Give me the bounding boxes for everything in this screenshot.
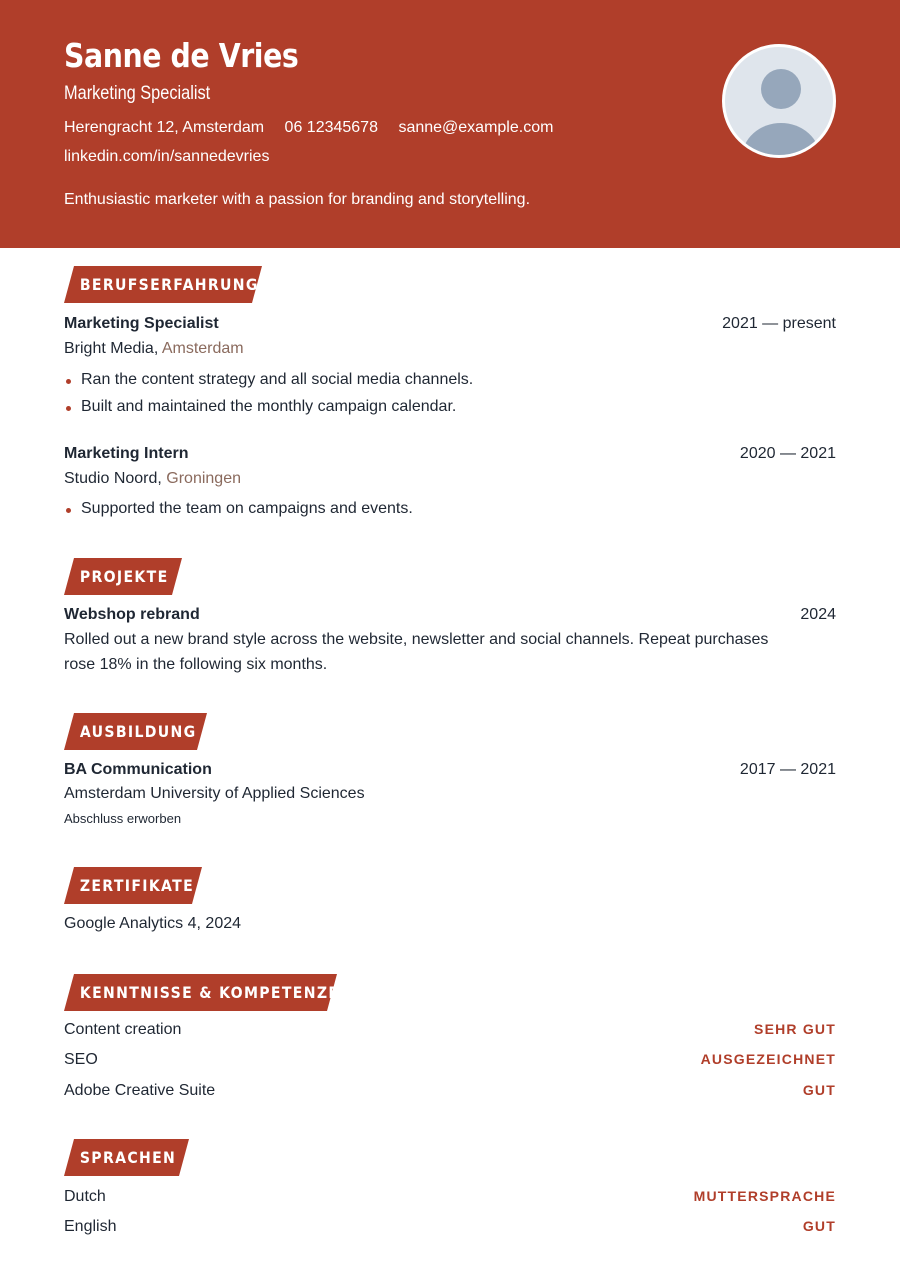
experience-dates-1: 2021 — present [722,315,836,332]
skill-row [64,1051,836,1069]
email-link[interactable]: sanne@example.com [398,119,554,136]
language-row [64,1218,836,1236]
experience-dates-2: 2020 — 2021 [739,445,836,462]
avatar-placeholder-icon [722,44,836,158]
education-degree: BA Communication 2017 — 2021 [64,761,836,778]
experience-bullet: Built and maintained the monthly campaign calendar. [64,398,456,416]
section-heading-skills: KENNTNISSE & KOMPETENZEN [64,974,337,1011]
skill-row [64,1021,836,1039]
section-heading-languages: SPRACHEN [64,1139,189,1176]
experience-city-2: Groningen [166,470,241,487]
phone: 06 12345678 [284,119,378,136]
language-name: Dutch [64,1188,106,1205]
section-heading-experience: BERUFSERFAHRUNG [64,266,262,303]
experience-bullet: Ran the content strategy and all social media channels. [64,371,473,389]
avatar-body-shape [742,123,820,158]
address: Herengracht 12, Amsterdam [64,119,265,136]
project-year: 2024 [800,606,836,623]
education-dates: 2017 — 2021 [739,761,836,778]
education-school: Amsterdam University of Applied Sciences [64,785,365,802]
experience-city-1: Amsterdam [161,340,244,357]
certificate-item: Google Analytics 4, 2024 [64,915,242,932]
experience-bullet: Supported the team on campaigns and events. [64,500,413,518]
project-description: Rolled out a new brand style across the website, newsletter and social channels. Repeat purchases rose 18% in the following six months. [64,631,769,673]
avatar-head-shape [761,69,801,109]
section-heading-certificates: ZERTIFIKATE [64,867,202,904]
skill-name: Content creation [64,1021,182,1038]
language-level: GUT [802,1218,836,1234]
linkedin-link[interactable]: linkedin.com/in/sannedevries [64,148,270,165]
profile-summary: Enthusiastic marketer with a passion for branding and storytelling. [64,191,531,208]
language-level: MUTTERSPRACHE [693,1188,836,1204]
skill-row [64,1082,836,1100]
experience-role-2: Marketing Intern 2020 — 2021 [64,445,836,462]
section-heading-education: AUSBILDUNG [64,713,207,750]
job-headline: Marketing Specialist [64,83,211,104]
skill-name: Adobe Creative Suite [64,1082,216,1099]
skill-level: GUT [802,1082,836,1098]
contact-line [64,119,569,137]
skill-level: SEHR GUT [754,1021,836,1037]
skill-level: AUSGEZEICHNET [700,1051,836,1067]
language-row [64,1188,836,1206]
skill-name: SEO [64,1051,98,1068]
language-name: English [64,1218,117,1235]
full-name: Sanne de Vries [64,36,299,75]
experience-company-1: Bright Media, Amsterdam [64,340,244,357]
section-heading-projects: PROJEKTE [64,558,182,595]
education-note: Abschluss erworben [64,811,182,826]
resume-header [0,0,900,248]
experience-company-2: Studio Noord, Groningen [64,470,241,487]
project-name: Webshop rebrand 2024 [64,606,836,623]
experience-role-1: Marketing Specialist 2021 — present [64,315,836,332]
